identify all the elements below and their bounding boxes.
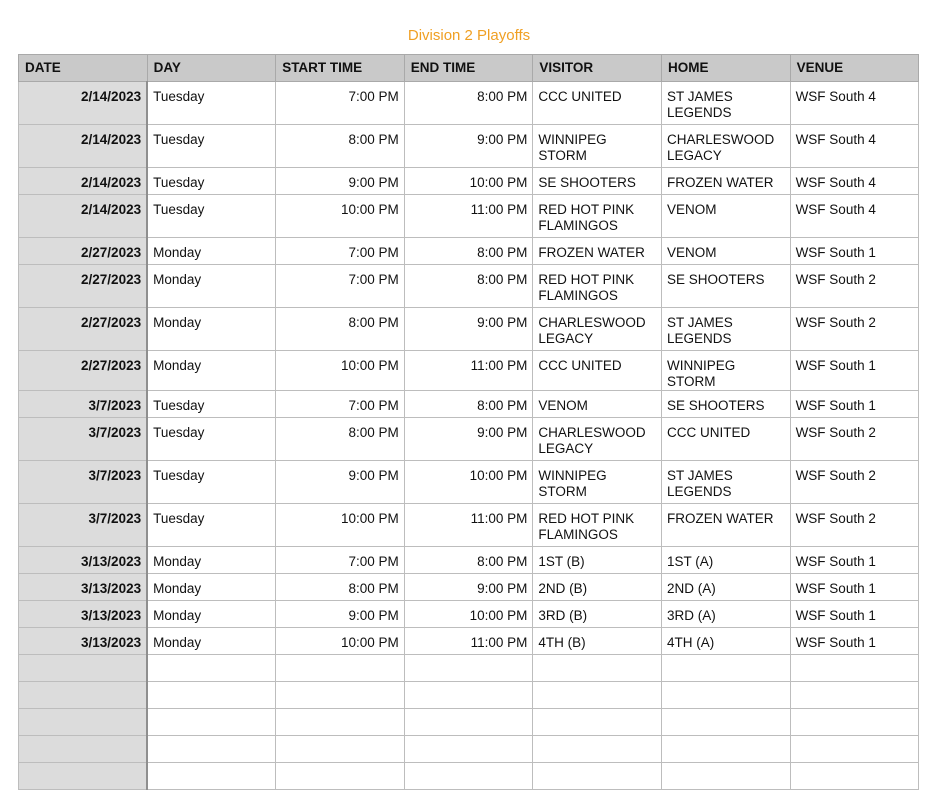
venue-cell[interactable]: WSF South 2 [790, 504, 919, 547]
end-time-cell[interactable]: 10:00 PM [404, 168, 533, 195]
end-time-cell[interactable]: 8:00 PM [404, 391, 533, 418]
end-time-cell[interactable]: 9:00 PM [404, 574, 533, 601]
column-header-date[interactable]: DATE [19, 55, 148, 82]
end-time-cell[interactable]: 8:00 PM [404, 265, 533, 308]
start-time-cell[interactable]: 8:00 PM [276, 418, 405, 461]
table-row [19, 308, 919, 351]
venue-cell[interactable]: WSF South 1 [790, 601, 919, 628]
home-cell[interactable]: VENOM [661, 195, 790, 238]
empty-cell[interactable] [661, 682, 790, 709]
date-cell[interactable]: 3/7/2023 [19, 391, 148, 418]
venue-cell[interactable]: WSF South 4 [790, 125, 919, 168]
empty-cell[interactable] [19, 709, 148, 736]
empty-cell[interactable] [661, 655, 790, 682]
home-cell[interactable]: FROZEN WATER [661, 168, 790, 195]
day-cell[interactable]: Tuesday [147, 391, 276, 418]
table-row [19, 504, 919, 547]
end-time-cell[interactable]: 8:00 PM [404, 547, 533, 574]
table-row [19, 391, 919, 418]
table-row [19, 168, 919, 195]
empty-cell[interactable] [19, 736, 148, 763]
end-time-cell[interactable]: 11:00 PM [404, 351, 533, 391]
column-header-visitor[interactable]: VISITOR [533, 55, 662, 82]
empty-cell[interactable] [404, 709, 533, 736]
empty-cell[interactable] [276, 736, 405, 763]
table-row [19, 351, 919, 391]
date-cell[interactable]: 2/27/2023 [19, 351, 148, 391]
table-row [19, 574, 919, 601]
end-time-cell[interactable]: 9:00 PM [404, 125, 533, 168]
day-cell[interactable]: Tuesday [147, 504, 276, 547]
empty-cell[interactable] [533, 655, 662, 682]
table-row [19, 82, 919, 125]
home-cell[interactable]: CCC UNITED [661, 418, 790, 461]
empty-cell[interactable] [790, 709, 919, 736]
day-cell[interactable]: Monday [147, 308, 276, 351]
home-cell[interactable]: SE SHOOTERS [661, 391, 790, 418]
empty-row [19, 655, 919, 682]
empty-cell[interactable] [276, 763, 405, 790]
table-row [19, 195, 919, 238]
end-time-cell[interactable]: 8:00 PM [404, 238, 533, 265]
table-row [19, 628, 919, 655]
empty-row [19, 736, 919, 763]
day-cell[interactable]: Monday [147, 351, 276, 391]
visitor-cell[interactable]: WINNIPEG STORM [533, 125, 662, 168]
table-row [19, 265, 919, 308]
home-cell[interactable]: ST JAMES LEGENDS [661, 82, 790, 125]
day-cell[interactable]: Monday [147, 238, 276, 265]
start-time-cell[interactable]: 10:00 PM [276, 504, 405, 547]
column-header-end-time[interactable]: END TIME [404, 55, 533, 82]
empty-row [19, 763, 919, 790]
home-cell[interactable]: VENOM [661, 238, 790, 265]
venue-cell[interactable]: WSF South 2 [790, 308, 919, 351]
empty-cell[interactable] [19, 763, 148, 790]
day-cell[interactable]: Monday [147, 601, 276, 628]
venue-cell[interactable]: WSF South 2 [790, 265, 919, 308]
start-time-cell[interactable]: 9:00 PM [276, 461, 405, 504]
venue-cell[interactable]: WSF South 1 [790, 574, 919, 601]
venue-cell[interactable]: WSF South 1 [790, 391, 919, 418]
empty-cell[interactable] [19, 655, 148, 682]
date-cell[interactable]: 3/13/2023 [19, 601, 148, 628]
date-cell[interactable]: 2/14/2023 [19, 125, 148, 168]
empty-cell[interactable] [661, 709, 790, 736]
empty-cell[interactable] [661, 763, 790, 790]
visitor-cell[interactable]: 2ND (B) [533, 574, 662, 601]
start-time-cell[interactable]: 7:00 PM [276, 82, 405, 125]
home-cell[interactable]: ST JAMES LEGENDS [661, 308, 790, 351]
empty-cell[interactable] [790, 655, 919, 682]
start-time-cell[interactable]: 7:00 PM [276, 238, 405, 265]
home-cell[interactable]: 4TH (A) [661, 628, 790, 655]
date-cell[interactable]: 3/7/2023 [19, 418, 148, 461]
visitor-cell[interactable]: SE SHOOTERS [533, 168, 662, 195]
empty-cell[interactable] [533, 709, 662, 736]
venue-cell[interactable]: WSF South 2 [790, 461, 919, 504]
empty-cell[interactable] [19, 682, 148, 709]
date-cell[interactable]: 3/13/2023 [19, 628, 148, 655]
visitor-cell[interactable]: CHARLESWOOD LEGACY [533, 308, 662, 351]
header-row [19, 55, 919, 82]
empty-cell[interactable] [147, 682, 276, 709]
venue-cell[interactable]: WSF South 2 [790, 418, 919, 461]
date-cell[interactable]: 3/13/2023 [19, 574, 148, 601]
empty-row [19, 682, 919, 709]
home-cell[interactable]: 2ND (A) [661, 574, 790, 601]
end-time-cell[interactable]: 11:00 PM [404, 195, 533, 238]
table-row [19, 418, 919, 461]
venue-cell[interactable]: WSF South 4 [790, 195, 919, 238]
start-time-cell[interactable]: 8:00 PM [276, 574, 405, 601]
day-cell[interactable]: Tuesday [147, 461, 276, 504]
end-time-cell[interactable]: 11:00 PM [404, 504, 533, 547]
empty-cell[interactable] [147, 736, 276, 763]
venue-cell[interactable]: WSF South 1 [790, 351, 919, 391]
start-time-cell[interactable]: 10:00 PM [276, 351, 405, 391]
start-time-cell[interactable]: 7:00 PM [276, 265, 405, 308]
visitor-cell[interactable]: RED HOT PINK FLAMINGOS [533, 265, 662, 308]
empty-cell[interactable] [404, 682, 533, 709]
start-time-cell[interactable]: 9:00 PM [276, 601, 405, 628]
day-cell[interactable]: Tuesday [147, 125, 276, 168]
empty-cell[interactable] [147, 655, 276, 682]
end-time-cell[interactable]: 10:00 PM [404, 601, 533, 628]
table-row [19, 238, 919, 265]
empty-cell[interactable] [404, 655, 533, 682]
visitor-cell[interactable]: 4TH (B) [533, 628, 662, 655]
home-cell[interactable]: SE SHOOTERS [661, 265, 790, 308]
column-header-venue[interactable]: VENUE [790, 55, 919, 82]
day-cell[interactable]: Monday [147, 628, 276, 655]
day-cell[interactable]: Monday [147, 547, 276, 574]
visitor-cell[interactable]: 3RD (B) [533, 601, 662, 628]
start-time-cell[interactable]: 9:00 PM [276, 168, 405, 195]
start-time-cell[interactable]: 10:00 PM [276, 195, 405, 238]
start-time-cell[interactable]: 8:00 PM [276, 308, 405, 351]
end-time-cell[interactable]: 9:00 PM [404, 418, 533, 461]
date-cell[interactable]: 2/14/2023 [19, 195, 148, 238]
date-cell[interactable]: 3/7/2023 [19, 461, 148, 504]
day-cell[interactable]: Monday [147, 574, 276, 601]
column-header-day[interactable]: DAY [147, 55, 276, 82]
home-cell[interactable]: 1ST (A) [661, 547, 790, 574]
empty-cell[interactable] [533, 736, 662, 763]
column-header-start-time[interactable]: START TIME [276, 55, 405, 82]
visitor-cell[interactable]: 1ST (B) [533, 547, 662, 574]
visitor-cell[interactable]: CCC UNITED [533, 82, 662, 125]
table-row [19, 601, 919, 628]
sheet-title: Division 2 Playoffs [407, 27, 531, 44]
day-cell[interactable]: Tuesday [147, 418, 276, 461]
column-header-home[interactable]: HOME [661, 55, 790, 82]
day-cell[interactable]: Monday [147, 265, 276, 308]
home-cell[interactable]: WINNIPEG STORM [661, 351, 790, 391]
start-time-cell[interactable]: 10:00 PM [276, 628, 405, 655]
end-time-cell[interactable]: 8:00 PM [404, 82, 533, 125]
venue-cell[interactable]: WSF South 4 [790, 168, 919, 195]
date-cell[interactable]: 2/27/2023 [19, 238, 148, 265]
venue-cell[interactable]: WSF South 1 [790, 238, 919, 265]
start-time-cell[interactable]: 8:00 PM [276, 125, 405, 168]
home-cell[interactable]: ST JAMES LEGENDS [661, 461, 790, 504]
venue-cell[interactable]: WSF South 4 [790, 82, 919, 125]
empty-cell[interactable] [276, 655, 405, 682]
visitor-cell[interactable]: WINNIPEG STORM [533, 461, 662, 504]
empty-cell[interactable] [790, 736, 919, 763]
home-cell[interactable]: 3RD (A) [661, 601, 790, 628]
end-time-cell[interactable]: 10:00 PM [404, 461, 533, 504]
date-cell[interactable]: 2/14/2023 [19, 82, 148, 125]
home-cell[interactable]: FROZEN WATER [661, 504, 790, 547]
venue-cell[interactable]: WSF South 1 [790, 628, 919, 655]
visitor-cell[interactable]: CHARLESWOOD LEGACY [533, 418, 662, 461]
visitor-cell[interactable]: RED HOT PINK FLAMINGOS [533, 195, 662, 238]
empty-cell[interactable] [276, 709, 405, 736]
end-time-cell[interactable]: 11:00 PM [404, 628, 533, 655]
empty-cell[interactable] [147, 709, 276, 736]
date-cell[interactable]: 2/27/2023 [19, 265, 148, 308]
day-cell[interactable]: Tuesday [147, 195, 276, 238]
empty-cell[interactable] [790, 682, 919, 709]
schedule-table [18, 54, 919, 790]
venue-cell[interactable]: WSF South 1 [790, 547, 919, 574]
empty-cell[interactable] [661, 736, 790, 763]
day-cell[interactable]: Tuesday [147, 82, 276, 125]
table-row [19, 547, 919, 574]
visitor-cell[interactable]: CCC UNITED [533, 351, 662, 391]
table-row [19, 461, 919, 504]
empty-cell[interactable] [404, 736, 533, 763]
home-cell[interactable]: CHARLESWOOD LEGACY [661, 125, 790, 168]
empty-cell[interactable] [404, 763, 533, 790]
empty-cell[interactable] [533, 682, 662, 709]
table-row [19, 125, 919, 168]
empty-cell[interactable] [147, 763, 276, 790]
empty-cell[interactable] [276, 682, 405, 709]
empty-cell[interactable] [533, 763, 662, 790]
date-cell[interactable]: 3/13/2023 [19, 547, 148, 574]
empty-row [19, 709, 919, 736]
start-time-cell[interactable]: 7:00 PM [276, 547, 405, 574]
empty-cell[interactable] [790, 763, 919, 790]
start-time-cell[interactable]: 7:00 PM [276, 391, 405, 418]
visitor-cell[interactable]: VENOM [533, 391, 662, 418]
date-cell[interactable]: 3/7/2023 [19, 504, 148, 547]
visitor-cell[interactable]: FROZEN WATER [533, 238, 662, 265]
date-cell[interactable]: 2/14/2023 [19, 168, 148, 195]
end-time-cell[interactable]: 9:00 PM [404, 308, 533, 351]
day-cell[interactable]: Tuesday [147, 168, 276, 195]
date-cell[interactable]: 2/27/2023 [19, 308, 148, 351]
visitor-cell[interactable]: RED HOT PINK FLAMINGOS [533, 504, 662, 547]
